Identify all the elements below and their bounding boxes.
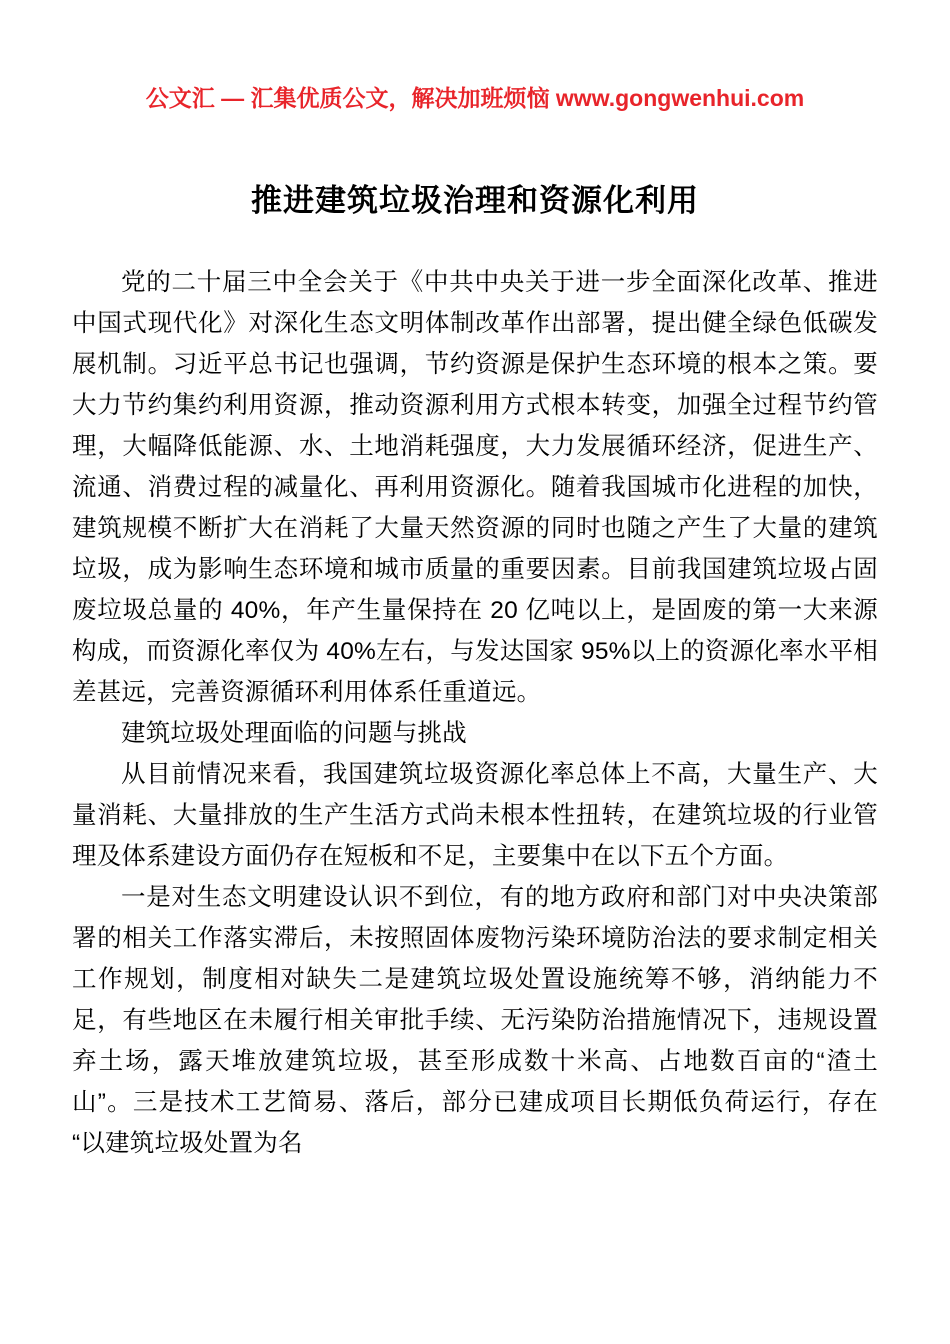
document-body: [72, 262, 878, 1164]
site-watermark: 公文汇 — 汇集优质公文，解决加班烦恼 www.gongwenhui.com: [145, 85, 805, 111]
paragraph: 一是对生态文明建设认识不到位，有的地方政府和部门对中央决策部署的相关工作落实滞后，未按照固体废物污染环境防治法的要求制定相关工作规划，制度相对缺失二是建筑垃圾处置设施统筹不够，消纳能力不足，有些地区在未履行相关审批手续、无污染防治措施情况下，违规设置弃土场，露天堆放建筑垃圾，甚至形成数十米高、占地数百亩的“渣土山”。三是技术工艺简易、落后，部分已建成项目长期低负荷运行，存在“以建筑垃圾处置为名: [72, 884, 878, 1157]
paragraph: 建筑垃圾处理面临的问题与挑战: [121, 720, 467, 747]
paragraph: 从目前情况来看，我国建筑垃圾资源化率总体上不高，大量生产、大量消耗、大量排放的生产生活方式尚未根本性扭转，在建筑垃圾的行业管理及体系建设方面仍存在短板和不足，主要集中在以下五个方面。: [72, 761, 878, 870]
page-title: 推进建筑垃圾治理和资源化利用: [251, 183, 699, 218]
paragraph: 党的二十届三中全会关于《中共中央关于进一步全面深化改革、推进中国式现代化》对深化生态文明体制改革作出部署，提出健全绿色低碳发展机制。习近平总书记也强调，节约资源是保护生态环境的根本之策。要大力节约集约利用资源，推动资源利用方式根本转变，加强全过程节约管理，大幅降低能源、水、土地消耗强度，大力发展循环经济，促进生产、流通、消费过程的减量化、再利用资源化。随着我国城市化进程的加快，建筑规模不断扩大在消耗了大量天然资源的同时也随之产生了大量的建筑垃圾，成为影响生态环境和城市质量的重要因素。目前我国建筑垃圾占固废垃圾总量的 40%，年产生量保持在 20 亿吨以上，是固废的第一大来源构成，而资源化率仅为 40%左右，与发达国家 95%以上的资源化率水平相差甚远，完善资源循环利用体系任重道远。: [72, 269, 878, 706]
